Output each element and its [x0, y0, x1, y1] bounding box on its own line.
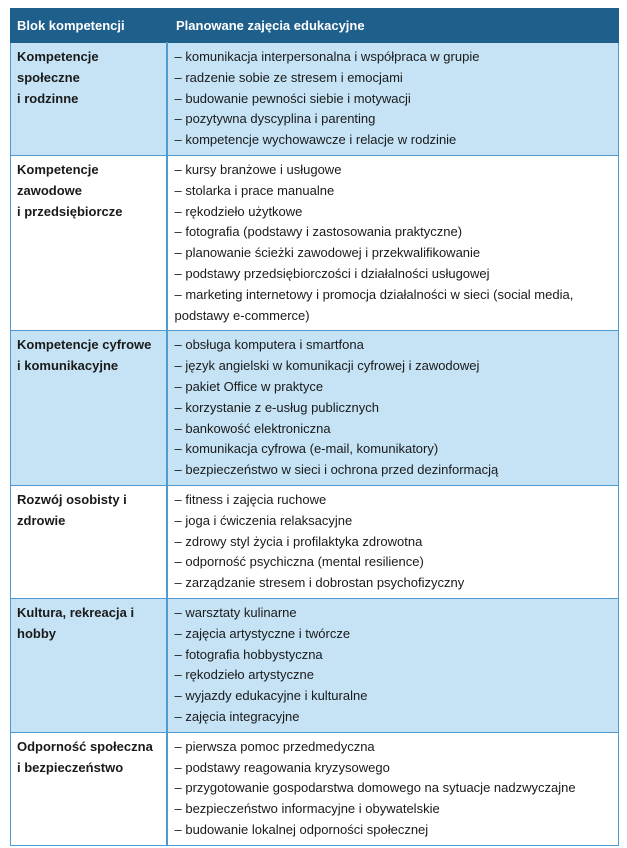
list-item: – pierwsza pomoc przedmedyczna	[174, 738, 375, 754]
block-name-line: Kompetencje	[17, 49, 99, 64]
classes-list	[175, 737, 613, 841]
list-item: – joga i ćwiczenia relaksacyjne	[174, 512, 353, 528]
header-block: Blok kompetencji	[11, 9, 167, 43]
list-item: – bezpieczeństwo informacyjne i obywatelskie	[174, 801, 440, 817]
block-cell	[11, 43, 167, 156]
list-item: – bezpieczeństwo w sieci i ochrona przed dezinformacją	[174, 462, 499, 478]
classes-list	[175, 47, 613, 151]
list-item: – podstawy reagowania kryzysowego	[174, 759, 390, 775]
list-item: – marketing internetowy i promocja działalności w sieci (social media, podstawy e-commerce)	[174, 286, 574, 323]
table-row	[11, 732, 619, 845]
list-item: – wyjazdy edukacyjne i kulturalne	[174, 688, 368, 704]
table-body	[11, 43, 619, 846]
list-item: – bankowość elektroniczna	[174, 420, 331, 436]
competency-table	[10, 8, 619, 846]
block-cell	[11, 732, 167, 845]
list-item: – komunikacja cyfrowa (e-mail, komunikatory)	[174, 441, 439, 457]
list-item: – fitness i zajęcia ruchowe	[174, 491, 327, 507]
list-item: – język angielski w komunikacji cyfrowej i zawodowej	[174, 358, 480, 374]
block-name-line: Kompetencje cyfrowe	[17, 337, 152, 353]
classes-list	[175, 603, 613, 728]
block-name-line: hobby	[17, 625, 56, 641]
block-cell	[11, 598, 167, 732]
list-item: – budowanie lokalnej odporności społecznej	[174, 821, 429, 837]
table-row	[11, 598, 619, 732]
list-item: – fotografia (podstawy i zastosowania praktyczne)	[174, 224, 463, 240]
block-cell	[11, 155, 167, 330]
block-name-line: i przedsiębiorcze	[17, 203, 123, 219]
list-item: – zajęcia integracyjne	[174, 708, 300, 724]
list-item: – zajęcia artystyczne i twórcze	[174, 625, 351, 641]
list-item: – zdrowy styl życia i profilaktyka zdrowotna	[174, 533, 423, 549]
table-header-row	[11, 9, 619, 43]
list-item: – pozytywna dyscyplina i parenting	[174, 111, 376, 127]
block-name-line: Odporność społeczna	[17, 738, 153, 754]
list-item: – budowanie pewności siebie i motywacji	[174, 90, 411, 106]
classes-cell	[167, 732, 619, 845]
block-name-line: i rodzinne	[17, 90, 79, 106]
list-item: – podstawy przedsiębiorczości i działalności usługowej	[174, 265, 490, 281]
list-item: – radzenie sobie ze stresem i emocjami	[174, 69, 403, 85]
block-cell	[11, 331, 167, 486]
list-item: – rękodzieło artystyczne	[174, 667, 314, 683]
header-planned-classes: Planowane zajęcia edukacyjne	[167, 9, 619, 43]
list-item: – odporność psychiczna (mental resilience)	[174, 554, 424, 570]
classes-cell	[167, 43, 619, 156]
list-item: – fotografia hobbystyczna	[174, 646, 323, 662]
list-item: – komunikacja interpersonalna i współpraca w grupie	[174, 49, 480, 64]
block-name-line: i komunikacyjne	[17, 358, 119, 374]
classes-cell	[167, 598, 619, 732]
classes-cell	[167, 331, 619, 486]
list-item: – warsztaty kulinarne	[174, 604, 297, 620]
list-item: – kompetencje wychowawcze i relacje w rodzinie	[174, 132, 457, 148]
block-name-line: i bezpieczeństwo	[17, 759, 124, 775]
table-row	[11, 43, 619, 156]
list-item: – obsługa komputera i smartfona	[174, 337, 364, 353]
table-row	[11, 331, 619, 486]
classes-cell	[167, 155, 619, 330]
block-cell	[11, 485, 167, 598]
block-name-line: Kompetencje	[17, 161, 99, 177]
list-item: – przygotowanie gospodarstwa domowego na sytuacje nadzwyczajne	[174, 780, 576, 796]
classes-list	[175, 335, 613, 481]
list-item: – zarządzanie stresem i dobrostan psychofizyczny	[174, 575, 465, 591]
table-row	[11, 155, 619, 330]
list-item: – rękodzieło użytkowe	[174, 203, 303, 219]
list-item: – planowanie ścieżki zawodowej i przekwalifikowanie	[174, 245, 481, 261]
block-name-line: społeczne	[17, 69, 80, 85]
block-name-line: zdrowie	[17, 512, 66, 528]
list-item: – korzystanie z e-usług publicznych	[174, 399, 379, 415]
list-item: – stolarka i prace manualne	[174, 182, 335, 198]
table-row	[11, 485, 619, 598]
competency-table-wrapper	[10, 8, 618, 846]
list-item: – pakiet Office w praktyce	[174, 378, 324, 394]
block-name-line: zawodowe	[17, 182, 83, 198]
block-name-line: Kultura, rekreacja i	[17, 604, 135, 620]
classes-list	[175, 490, 613, 594]
block-name-line: Rozwój osobisty i	[17, 491, 127, 507]
list-item: – kursy branżowe i usługowe	[174, 161, 342, 177]
classes-list	[175, 160, 613, 326]
classes-cell	[167, 485, 619, 598]
